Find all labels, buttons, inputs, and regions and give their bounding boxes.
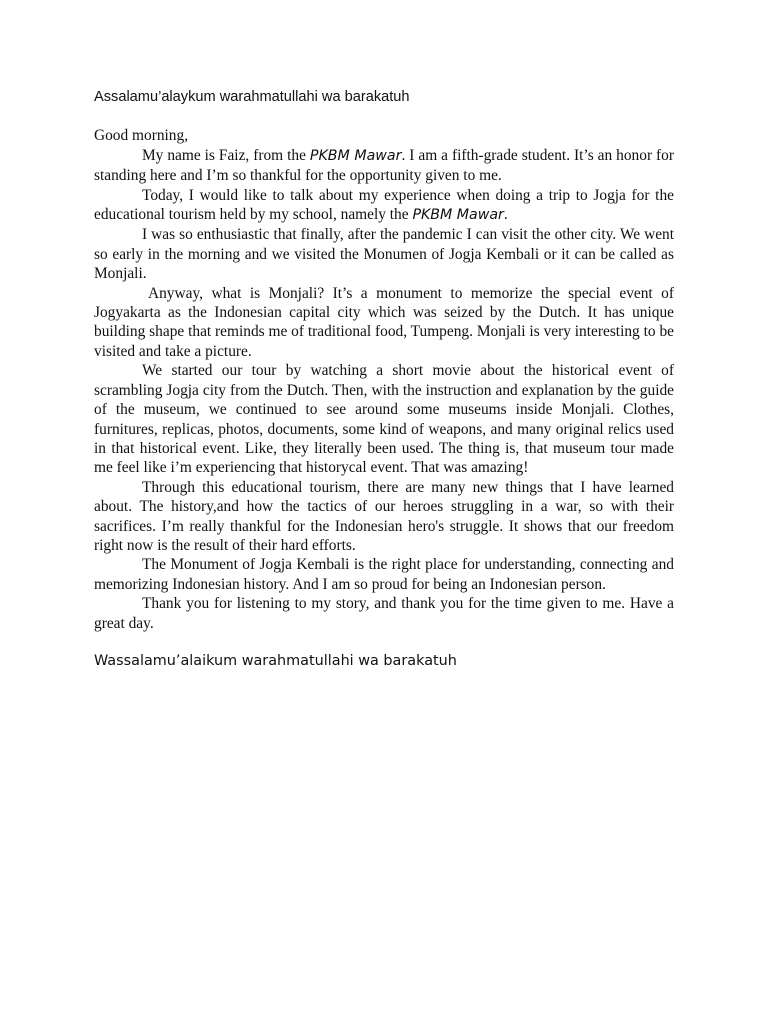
paragraph-topic	[94, 186, 674, 226]
paragraph-trip: I was so enthusiastic that finally, after the pandemic I can visit the other city. We went so early in the morning and we visited the Monumen of Jogja Kembali or it can be called as Monjali.	[94, 226, 674, 283]
paragraph-text: .	[503, 206, 508, 224]
school-name: PKBM Mawar	[412, 207, 504, 224]
speech-document	[94, 88, 674, 671]
closing-salam: Wassalamu’alaikum warahmatullahi wa barakatuh	[94, 652, 457, 669]
paragraph-lessons: Through this educational tourism, there are many new things that I have learned about. The history,and how the tactics of our heroes struggling in a war, so with their sacrifices. I’m really thankful for the Indonesian hero's struggle. It shows that our freedom right now is the result of their hard efforts.	[94, 478, 674, 554]
greeting: Good morning,	[94, 127, 189, 145]
paragraph-thanks: Thank you for listening to my story, and thank you for the time given to me. Have a great day.	[94, 595, 674, 632]
paragraph-text: . I am a fifth-grade student. It’s an honor for standing here and I’m so thankful for the opportunity given to me.	[94, 146, 674, 185]
paragraph-monjali: Anyway, what is Monjali? It’s a monument to memorize the special event of Jogyakarta as the Indonesian capital city which was seized by the Dutch. It has unique building shape that reminds me of traditional food, Tumpeng. Monjali is very interesting to be visited and take a picture.	[94, 284, 674, 360]
paragraph-conclusion: The Monument of Jogja Kembali is the right place for understanding, connecting and memorizing Indonesian history. And I am so proud for being an Indonesian person.	[94, 556, 674, 593]
paragraph-introduction	[94, 146, 674, 186]
opening-salam: Assalamu’alaykum warahmatullahi wa barakatuh	[94, 89, 410, 105]
paragraph-text: My name is Faiz, from the	[142, 146, 310, 164]
paragraph-tour: We started our tour by watching a short movie about the historical event of scrambling Jogja city from the Dutch. Then, with the instruction and explanation by the guide of the museum, we continued to see around some museums inside Monjali. Clothes, furnitures, replicas, photos, documents, some kind of weapons, and many original relics used in that historical event. Like, they literally been used. The thing is, that museum tour made me feel like i’m experiencing that historycal event. That was amazing!	[94, 362, 674, 477]
paragraph-text: Today, I would like to talk about my experience when doing a trip to Jogja for the educational tourism held by my school, namely the	[94, 186, 674, 224]
school-name: PKBM Mawar	[309, 147, 402, 164]
